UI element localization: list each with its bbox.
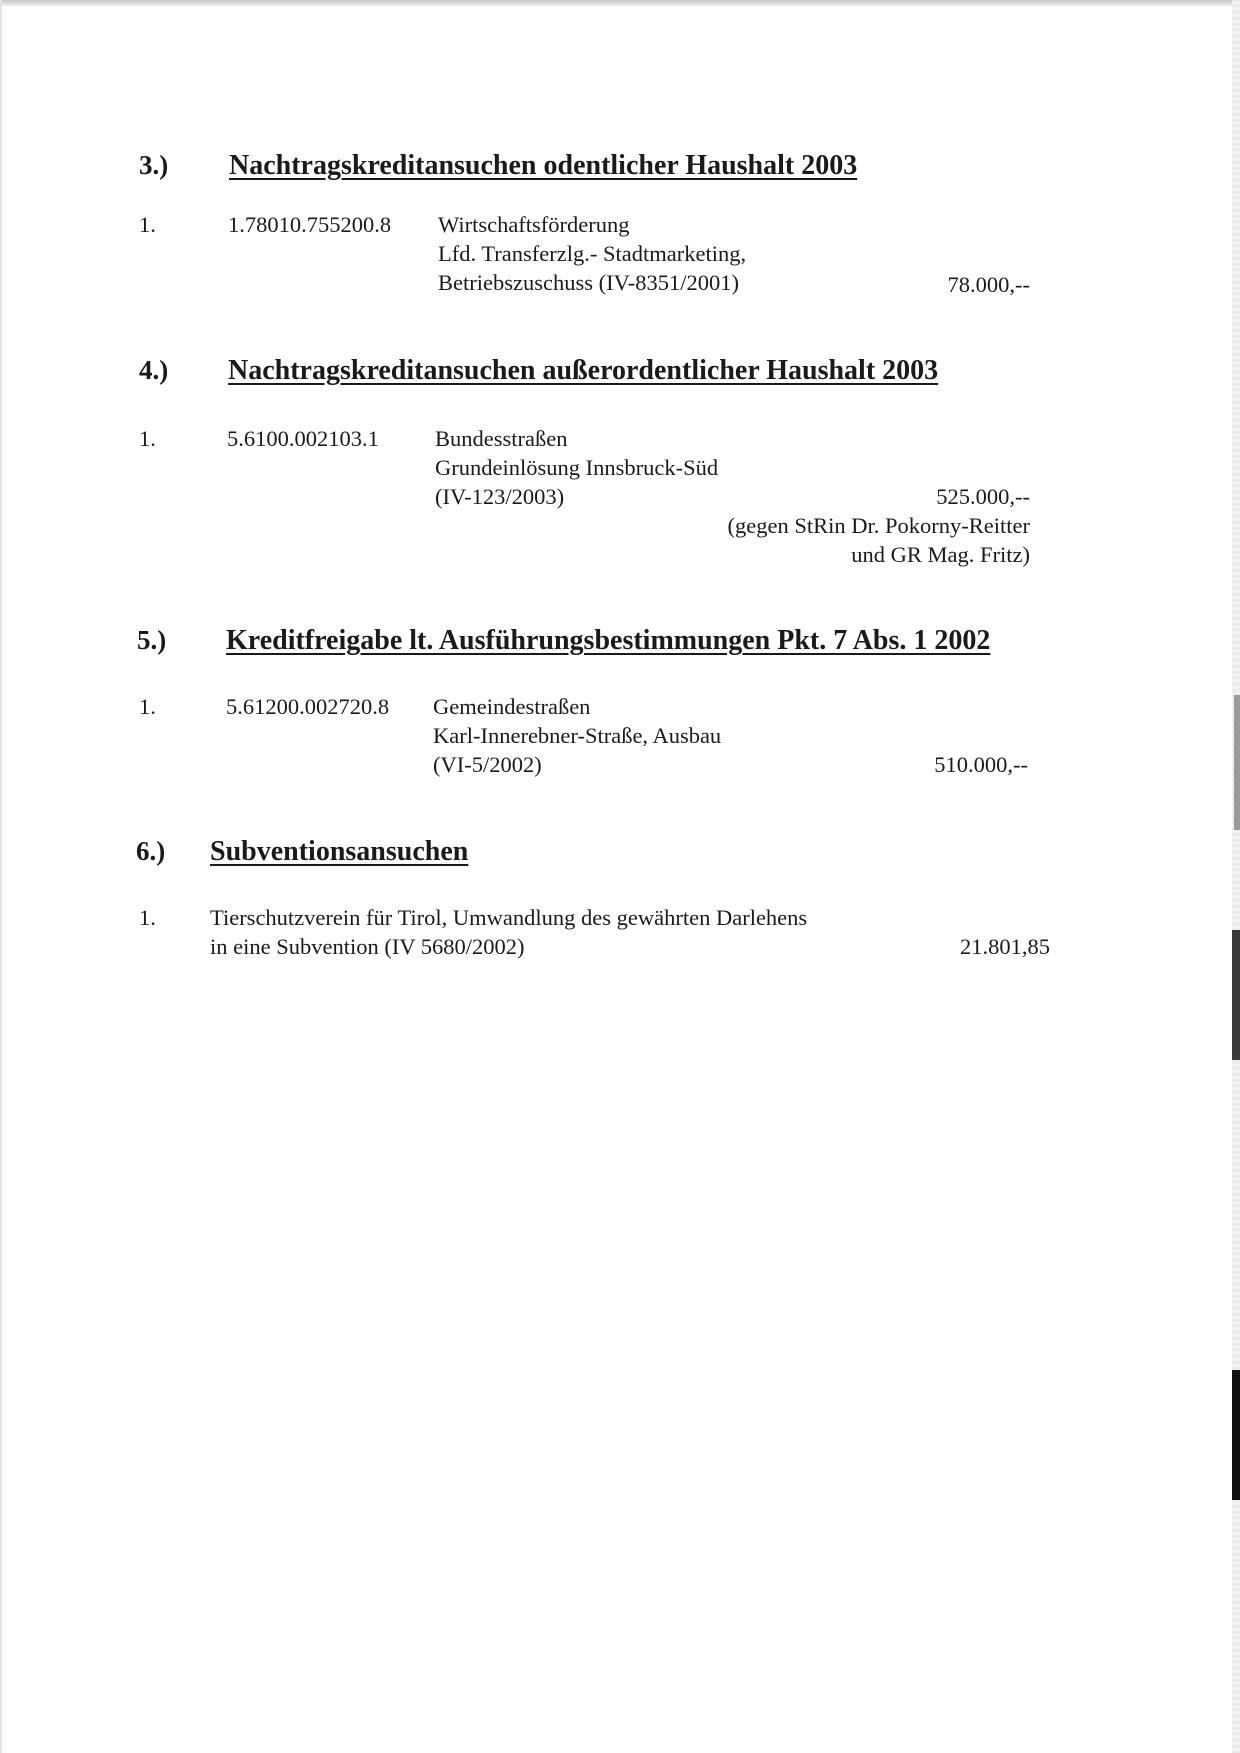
item-index: 1. (139, 426, 156, 451)
scan-mark (1234, 695, 1240, 830)
section-number: 4.) (139, 355, 169, 385)
section-title: Nachtragskreditansuchen außerordentlicher Haushalt 2003 (228, 355, 939, 386)
scan-mark (1232, 930, 1240, 1060)
section-title: Subventionsansuchen (210, 836, 469, 867)
scan-mark (1232, 1370, 1240, 1500)
item-line: in eine Subvention (IV 5680/2002) (210, 934, 525, 959)
item-line: (IV-123/2003) (435, 484, 565, 509)
item-index: 1. (139, 212, 156, 237)
item-note: und GR Mag. Fritz) (851, 542, 1030, 567)
item-amount: 510.000,-- (934, 752, 1028, 777)
section-number: 5.) (137, 625, 167, 655)
item-amount: 21.801,85 (960, 934, 1050, 959)
item-line: Bundesstraßen (435, 426, 568, 451)
item-amount: 525.000,-- (936, 484, 1030, 509)
section-title: Nachtragskreditansuchen odentlicher Haushalt 2003 (229, 150, 858, 181)
item-index: 1. (139, 905, 156, 930)
item-line: Grundeinlösung Innsbruck-Süd (435, 455, 719, 480)
item-line: Tierschutzverein für Tirol, Umwandlung des gewährten Darlehens (210, 905, 808, 930)
account-number: 1.78010.755200.8 (228, 212, 392, 237)
item-line: Karl-Innerebner-Straße, Ausbau (433, 723, 722, 748)
item-amount: 78.000,-- (947, 272, 1030, 297)
scan-edge-top (0, 0, 1240, 6)
account-number: 5.6100.002103.1 (227, 426, 379, 451)
item-line: (VI-5/2002) (433, 752, 542, 777)
section-number: 6.) (136, 836, 166, 866)
scan-edge-left (0, 0, 2, 1753)
item-line: Lfd. Transferzlg.- Stadtmarketing, (438, 241, 747, 266)
item-index: 1. (139, 694, 156, 719)
item-line: Wirtschaftsförderung (438, 212, 630, 237)
account-number: 5.61200.002720.8 (226, 694, 390, 719)
section-title: Kreditfreigabe lt. Ausführungsbestimmungen Pkt. 7 Abs. 1 2002 (226, 625, 991, 656)
item-note: (gegen StRin Dr. Pokorny-Reitter (727, 513, 1030, 538)
section-number: 3.) (139, 150, 169, 180)
item-line: Betriebszuschuss (IV-8351/2001) (438, 270, 740, 295)
item-line: Gemeindestraßen (433, 694, 591, 719)
